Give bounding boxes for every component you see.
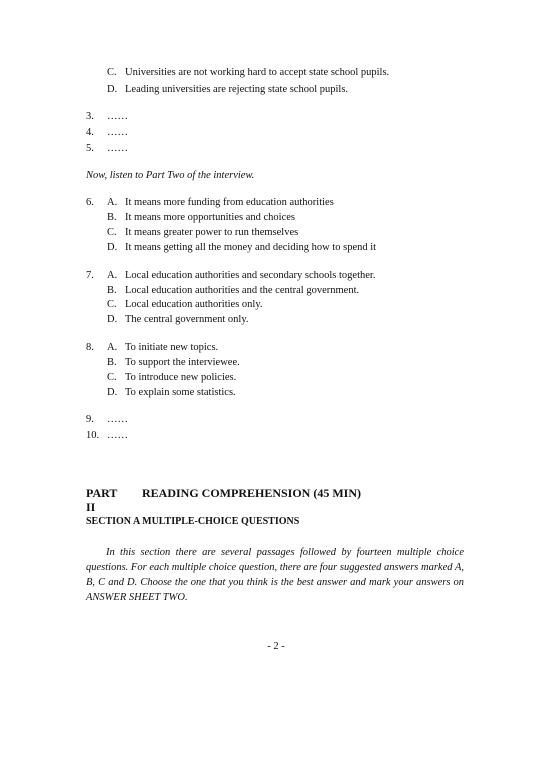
part-title: READING COMPREHENSION (45 MIN) xyxy=(142,486,361,500)
page-number: - 2 - xyxy=(267,641,285,652)
section-instruction-block xyxy=(86,545,464,605)
option-letter: C. xyxy=(107,299,117,310)
option-letter: B. xyxy=(107,357,117,368)
part-label: PART II xyxy=(86,486,118,515)
question-number: 6. xyxy=(86,197,94,208)
option-letter: A. xyxy=(107,197,118,208)
option-text: It means greater power to run themselves xyxy=(125,227,299,238)
option-letter: A. xyxy=(107,270,118,281)
item-number: 5. xyxy=(86,143,94,154)
item-dots: …… xyxy=(107,127,128,138)
option-letter: B. xyxy=(107,212,117,223)
item-number: 3. xyxy=(86,111,94,122)
option-letter: C. xyxy=(107,372,117,383)
item-dots: …… xyxy=(107,414,128,425)
option-letter: C. xyxy=(107,227,117,238)
option-text: The central government only. xyxy=(125,314,249,325)
option-letter: D. xyxy=(107,242,118,253)
option-letter: A. xyxy=(107,342,118,353)
option-text: To explain some statistics. xyxy=(125,387,236,398)
item-number: 4. xyxy=(86,127,94,138)
option-text: It means more opportunities and choices xyxy=(125,212,295,223)
option-text: To introduce new policies. xyxy=(125,372,237,383)
option-text: Local education authorities and secondary schools together. xyxy=(125,270,376,281)
option-text: Local education authorities only. xyxy=(125,299,263,310)
item-dots: …… xyxy=(107,143,128,154)
option-text: To initiate new topics. xyxy=(125,342,219,353)
item-dots: …… xyxy=(107,430,128,441)
part-two-instruction: Now, listen to Part Two of the interview. xyxy=(86,170,255,181)
option-text: It means more funding from education authorities xyxy=(125,197,334,208)
option-letter: D. xyxy=(107,387,118,398)
option-text: It means getting all the money and deciding how to spend it xyxy=(125,242,377,253)
item-dots: …… xyxy=(107,111,128,122)
question-number: 7. xyxy=(86,270,94,281)
question-number: 8. xyxy=(86,342,94,353)
option-text: Local education authorities and the central government. xyxy=(125,285,360,296)
option-letter: D. xyxy=(107,84,118,95)
option-text: To support the interviewee. xyxy=(125,357,240,368)
item-number: 9. xyxy=(86,414,94,425)
option-letter: C. xyxy=(107,67,117,78)
section-heading: SECTION A MULTIPLE-CHOICE QUESTIONS xyxy=(86,516,300,527)
option-text: Universities are not working hard to accept state school pupils. xyxy=(125,67,390,78)
option-letter: B. xyxy=(107,285,117,296)
item-number: 10. xyxy=(86,430,100,441)
option-letter: D. xyxy=(107,314,118,325)
section-instruction: In this section there are several passages followed by fourteen multiple choice questions. For each multiple choice question, there are four suggested answers marked A, B, C and D. Choose the one that you think is the best answer and mark your answers on ANSWER SHEET TWO. xyxy=(86,547,464,603)
option-text: Leading universities are rejecting state school pupils. xyxy=(125,84,349,95)
